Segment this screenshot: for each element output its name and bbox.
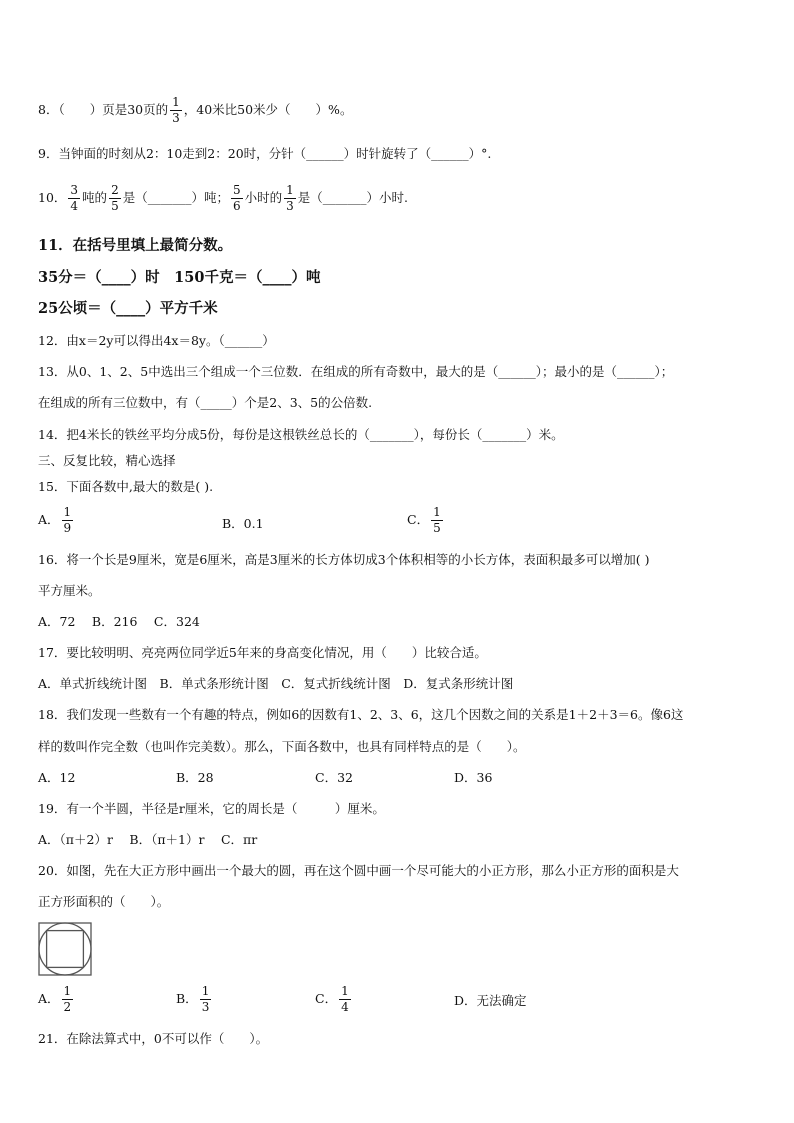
frac-numerator: 3 (70, 183, 79, 197)
option-label: C． (407, 512, 430, 527)
q20-option-b (176, 985, 213, 1014)
section-heading: 三、反复比较，精心选择 (38, 453, 176, 468)
frac-numerator: 1 (63, 505, 72, 519)
q20-a-fraction (62, 985, 74, 1014)
q8-post: ，40米比50米少（ ）%。 (183, 102, 353, 117)
nested-square-circle-diagram (38, 922, 92, 976)
frac-denominator: 2 (63, 1000, 72, 1014)
frac-denominator: 5 (433, 521, 441, 535)
frac-denominator: 3 (286, 199, 294, 213)
q20-option-d: D．无法确定 (454, 993, 527, 1008)
frac-numerator: 1 (63, 984, 72, 998)
question-21: 21．在除法算式中，0不可以作（ ）。 (38, 1031, 269, 1046)
q18-option-c: C．32 (315, 770, 353, 785)
question-11-line-2: 25公顷＝（____）平方千米 (38, 300, 218, 317)
frac-numerator: 1 (201, 984, 210, 998)
q20-b-fraction (200, 985, 212, 1014)
question-19: 19．有一个半圆，半径是r厘米，它的周长是（ ）厘米。 (38, 801, 385, 816)
q15-option-a (38, 506, 75, 535)
q10-number: 10． (38, 190, 67, 205)
q18-option-d: D．36 (454, 770, 493, 785)
question-9: 9．当钟面的时刻从2：10走到2：20时，分针（______）时针旋转了（______）°. (38, 146, 492, 161)
frac-denominator: 9 (63, 521, 72, 535)
q10-fraction-1 (68, 184, 80, 213)
frac-numerator: 2 (111, 183, 119, 197)
frac-denominator: 4 (70, 199, 79, 213)
frac-denominator: 3 (201, 1000, 210, 1014)
question-13-line-2: 在组成的所有三位数中，有（_____）个是2、3、5的公倍数. (38, 395, 373, 410)
q10-text-1: 吨的 (82, 190, 108, 205)
question-15: 15．下面各数中,最大的数是( ). (38, 479, 214, 494)
frac-numerator: 1 (433, 505, 441, 519)
question-16-line-2: 平方厘米。 (38, 583, 101, 598)
question-20-line-1: 20．如图，先在大正方形中画出一个最大的圆，再在这个圆中画一个尽可能大的小正方形，那么小正方形的面积是大 (38, 863, 679, 878)
q10-fraction-3 (231, 184, 243, 213)
q8-pre: 8．（ ）页是30页的 (38, 102, 169, 117)
q18-option-b: B．28 (176, 770, 214, 785)
q10-text-3: 小时的 (244, 190, 283, 205)
q10-text-2: 是（_______）吨； (122, 190, 229, 205)
q16-options: A．72 B．216 C．324 (38, 614, 200, 629)
question-11-line-1: 35分＝（____）时 150千克＝（____）吨 (38, 269, 321, 286)
q18-option-a: A．12 (38, 770, 76, 785)
question-12: 12．由x＝2y可以得出4x＝8y。（______） (38, 333, 275, 348)
q20-option-a (38, 985, 75, 1014)
q15-option-b: B．0.1 (222, 516, 264, 531)
option-label: A． (38, 512, 60, 527)
frac-numerator: 5 (232, 183, 241, 197)
frac-denominator: 6 (232, 199, 241, 213)
question-11-title: 11．在括号里填上最简分数。 (38, 237, 233, 254)
frac-denominator: 5 (111, 199, 119, 213)
q15-c-fraction (431, 506, 443, 535)
question-10 (38, 184, 408, 213)
question-18-line-1: 18．我们发现一些数有一个有趣的特点，例如6的因数有1、2、3、6，这几个因数之间的关系是1＋2＋3＝6。像6这 (38, 707, 684, 722)
q15-a-fraction (62, 506, 74, 535)
frac-numerator: 1 (341, 984, 349, 998)
question-20-line-2: 正方形面积的（ ）。 (38, 894, 170, 909)
q19-options: A．（π＋2）r B．（π＋1）r C．πr (38, 832, 258, 847)
q20-option-c (315, 985, 353, 1014)
frac-denominator: 3 (172, 111, 180, 125)
frac-denominator: 4 (341, 1000, 349, 1014)
option-label: C． (315, 991, 338, 1006)
question-16-line-1: 16．将一个长是9厘米，宽是6厘米，高是3厘米的长方体切成3个体积相等的小长方体，表面积最多可以增加( ) (38, 552, 650, 567)
frac-numerator: 1 (172, 95, 180, 109)
q15-option-c (407, 506, 445, 535)
question-18-line-2: 样的数叫作完全数（也叫作完美数）。那么，下面各数中，也具有同样特点的是（ ）。 (38, 739, 526, 754)
question-14: 14．把4米长的铁丝平均分成5份，每份是这根铁丝总长的（_______），每份长（_______）米。 (38, 427, 564, 442)
question-13-line-1: 13．从0、1、2、5中选出三个组成一个三位数．在组成的所有奇数中，最大的是（______）；最小的是（______）； (38, 364, 674, 379)
question-8 (38, 96, 352, 125)
q20-c-fraction (339, 985, 351, 1014)
q10-text-4: 是（_______）小时. (297, 190, 408, 205)
q10-fraction-4 (284, 184, 296, 213)
option-label: B． (176, 991, 198, 1006)
q10-fraction-2 (109, 184, 121, 213)
q8-fraction (170, 96, 182, 125)
q17-options: A．单式折线统计图 B．单式条形统计图 C．复式折线统计图 D．复式条形统计图 (38, 676, 514, 691)
square-circle-figure (38, 922, 92, 980)
option-label: A． (38, 991, 60, 1006)
frac-numerator: 1 (286, 183, 294, 197)
question-17: 17．要比较明明、亮亮两位同学近5年来的身高变化情况，用（ ）比较合适。 (38, 645, 487, 660)
